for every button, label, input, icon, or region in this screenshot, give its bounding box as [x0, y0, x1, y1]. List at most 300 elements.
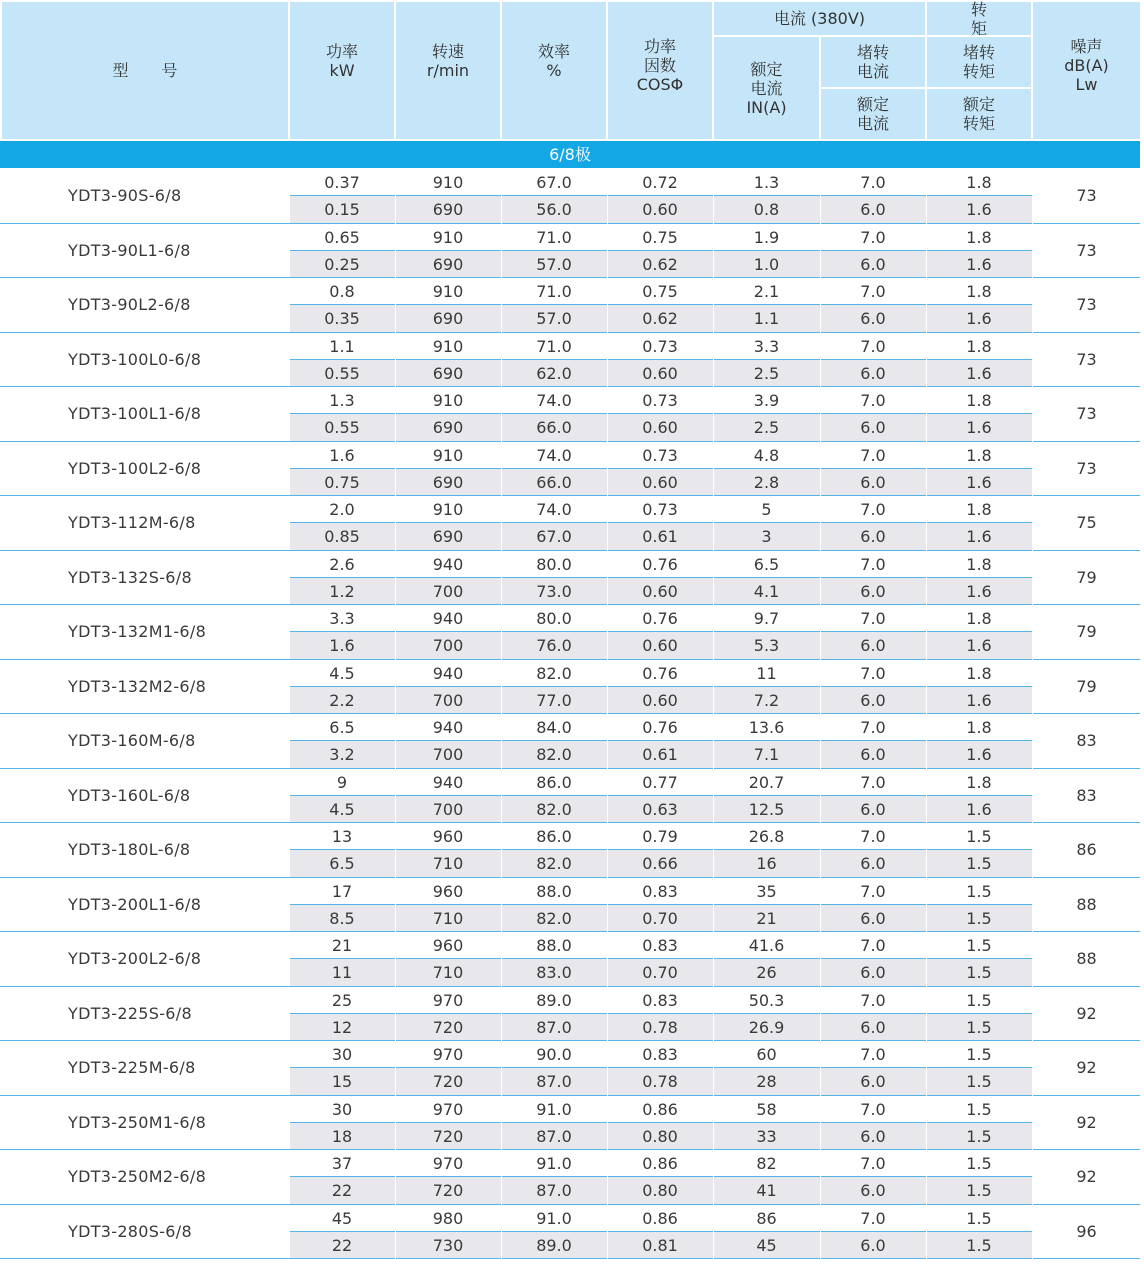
value-cell: 0.86 [642, 1208, 678, 1228]
value-cell: 1.8 [966, 500, 992, 519]
noise-cell: 73 [1076, 404, 1097, 423]
sub-row-divider [290, 1013, 1032, 1014]
value-cell: 1.5 [966, 1017, 992, 1037]
value-cell: 0.73 [642, 336, 678, 356]
value-cell: 6.0 [860, 200, 886, 220]
value-cell: 6.0 [860, 1235, 886, 1255]
value-cell: 71.0 [536, 282, 572, 301]
value-cell: 41.6 [748, 936, 785, 955]
value-cell: 88.0 [536, 936, 572, 955]
value-cell: 6.5 [753, 554, 780, 574]
value-cell: 1.6 [966, 527, 992, 547]
value-cell: 1.5 [966, 990, 992, 1010]
value-cell: 7.0 [860, 391, 886, 410]
value-cell: 7.0 [860, 1154, 886, 1173]
value-cell: 1.2 [329, 581, 355, 601]
header-efficiency [502, 2, 606, 139]
model-cell: YDT3-100L1-6/8 [68, 404, 202, 423]
value-cell: 7.0 [860, 173, 886, 192]
value-cell: 13 [331, 827, 353, 846]
value-cell: 21 [331, 936, 353, 955]
sub-row-divider [290, 413, 1032, 414]
sub-row-divider [290, 468, 1032, 469]
value-cell: 20.7 [748, 772, 785, 792]
header-noise-line3: Lw [1075, 75, 1098, 94]
value-cell: 28 [756, 1072, 777, 1092]
value-cell: 12 [331, 1017, 353, 1037]
value-cell: 970 [432, 990, 464, 1010]
header-locked-current-top-line1: 堵转 [856, 43, 889, 62]
noise-cell: 92 [1076, 1167, 1097, 1186]
value-cell: 940 [432, 609, 464, 628]
value-cell: 3.3 [329, 609, 355, 628]
value-cell: 11 [331, 963, 353, 983]
model-cell: YDT3-200L1-6/8 [68, 894, 202, 914]
value-cell: 87.0 [536, 1017, 572, 1037]
value-cell: 690 [432, 309, 464, 329]
value-cell: 1.6 [966, 418, 992, 438]
value-cell: 26 [756, 963, 777, 983]
value-cell: 1.5 [966, 827, 992, 846]
value-cell: 7.2 [753, 690, 780, 710]
value-cell: 1.5 [966, 1208, 992, 1228]
value-cell: 910 [432, 500, 464, 519]
value-cell: 690 [432, 200, 464, 220]
value-cell: 0.83 [642, 990, 678, 1010]
sub-row-divider [290, 304, 1032, 305]
value-cell: 82.0 [536, 854, 572, 874]
value-cell: 1.8 [966, 554, 992, 574]
noise-cell: 79 [1076, 567, 1097, 587]
header-power-label: 功率 [325, 41, 358, 61]
value-cell: 7.0 [860, 554, 886, 574]
value-cell: 25 [331, 990, 353, 1010]
value-cell: 970 [432, 1045, 464, 1064]
value-cell: 0.83 [642, 881, 678, 901]
value-cell: 1.6 [329, 445, 355, 465]
value-cell: 6.0 [860, 363, 886, 383]
value-cell: 0.75 [642, 227, 678, 247]
value-cell: 960 [432, 936, 464, 955]
value-cell: 0.79 [642, 827, 678, 846]
value-cell: 82.0 [536, 663, 572, 683]
value-cell: 7.1 [753, 745, 780, 765]
value-cell: 56.0 [536, 200, 572, 220]
value-cell: 17 [331, 881, 353, 901]
value-cell: 80.0 [536, 554, 572, 574]
value-cell: 1.3 [329, 391, 355, 410]
model-cell: YDT3-132M1-6/8 [68, 622, 207, 641]
header-speed-unit: r/min [426, 60, 470, 80]
model-cell: YDT3-225S-6/8 [68, 1003, 192, 1023]
row-divider [0, 1258, 1140, 1259]
value-cell: 7.0 [860, 827, 886, 846]
header-locked-torque-top-line2: 转矩 [962, 62, 995, 81]
value-cell: 0.85 [324, 527, 360, 547]
noise-cell: 86 [1076, 840, 1097, 859]
header-current-group-label: 电流 (380V) [773, 9, 866, 28]
noise-cell: 96 [1076, 1221, 1097, 1241]
header-locked-current-top-line2: 电流 [856, 62, 889, 81]
value-cell: 0.25 [324, 254, 360, 274]
value-cell: 1.5 [966, 963, 992, 983]
value-cell: 1.6 [966, 254, 992, 274]
value-cell: 1.6 [966, 581, 992, 601]
value-cell: 2.0 [329, 500, 355, 519]
value-cell: 22 [331, 1235, 353, 1255]
value-cell: 710 [432, 854, 464, 874]
sub-row-divider [290, 849, 1032, 850]
value-cell: 82.0 [536, 908, 572, 928]
value-cell: 1.8 [966, 173, 992, 192]
value-cell: 67.0 [536, 527, 572, 547]
value-cell: 940 [432, 718, 464, 737]
value-cell: 700 [432, 636, 464, 656]
value-cell: 21 [756, 908, 777, 928]
model-cell: YDT3-180L-6/8 [68, 840, 191, 859]
value-cell: 4.8 [753, 445, 780, 465]
value-cell: 30 [331, 1099, 353, 1119]
value-cell: 13.6 [748, 718, 785, 737]
value-cell: 7.0 [860, 1099, 886, 1119]
value-cell: 940 [432, 554, 464, 574]
value-cell: 7.0 [860, 936, 886, 955]
value-cell: 6.0 [860, 418, 886, 438]
sub-row-divider [290, 795, 1032, 796]
value-cell: 6.0 [860, 799, 886, 819]
value-cell: 6.0 [860, 1181, 886, 1201]
value-cell: 86.0 [536, 827, 572, 846]
value-cell: 89.0 [536, 1235, 572, 1255]
value-cell: 0.60 [642, 636, 678, 656]
value-cell: 1.8 [966, 445, 992, 465]
value-cell: 7.0 [860, 282, 886, 301]
value-cell: 0.76 [642, 663, 678, 683]
model-cell: YDT3-132M2-6/8 [68, 676, 207, 696]
value-cell: 58 [756, 1099, 777, 1119]
model-cell: YDT3-112M-6/8 [68, 513, 196, 532]
value-cell: 7.0 [860, 990, 886, 1010]
sub-row-divider [290, 195, 1032, 196]
value-cell: 0.60 [642, 581, 678, 601]
sub-row-divider [290, 686, 1032, 687]
value-cell: 37 [331, 1154, 353, 1173]
value-cell: 74.0 [536, 500, 572, 519]
value-cell: 6.0 [860, 472, 886, 492]
value-cell: 0.8 [329, 282, 355, 301]
header-pf-line1: 功率 [643, 37, 676, 56]
value-cell: 1.5 [966, 1235, 992, 1255]
value-cell: 33 [756, 1126, 777, 1146]
value-cell: 0.60 [642, 690, 678, 710]
value-cell: 970 [432, 1099, 464, 1119]
value-cell: 0.60 [642, 418, 678, 438]
value-cell: 700 [432, 745, 464, 765]
value-cell: 7.0 [860, 1045, 886, 1064]
value-cell: 3 [761, 527, 772, 547]
value-cell: 76.0 [536, 636, 572, 656]
value-cell: 0.35 [324, 309, 360, 329]
value-cell: 7.0 [860, 663, 886, 683]
value-cell: 1.0 [753, 254, 780, 274]
value-cell: 66.0 [536, 472, 572, 492]
value-cell: 720 [432, 1181, 464, 1201]
value-cell: 1.6 [329, 636, 355, 656]
value-cell: 1.5 [966, 1045, 992, 1064]
value-cell: 0.63 [642, 799, 678, 819]
value-cell: 86.0 [536, 772, 572, 792]
sub-row-divider [290, 250, 1032, 251]
value-cell: 0.76 [642, 609, 678, 628]
value-cell: 1.6 [966, 472, 992, 492]
header-pf-line3: COSΦ [636, 75, 684, 94]
noise-cell: 88 [1076, 949, 1097, 968]
value-cell: 1.6 [966, 690, 992, 710]
header-efficiency-unit: % [546, 60, 562, 80]
value-cell: 86 [756, 1208, 777, 1228]
header-locked-torque-bottom-line2: 转矩 [962, 114, 995, 133]
value-cell: 0.66 [642, 854, 678, 874]
value-cell: 1.9 [753, 227, 780, 247]
header-torque-group [927, 0, 1031, 38]
header-rated-current [714, 37, 819, 139]
value-cell: 6.5 [329, 854, 355, 874]
value-cell: 710 [432, 963, 464, 983]
value-cell: 22 [331, 1181, 353, 1201]
value-cell: 26.9 [748, 1017, 785, 1037]
noise-cell: 92 [1076, 1003, 1097, 1023]
value-cell: 15 [331, 1072, 353, 1092]
noise-cell: 92 [1076, 1058, 1097, 1077]
section-band [0, 141, 1140, 168]
value-cell: 0.61 [642, 745, 678, 765]
value-cell: 12.5 [748, 799, 785, 819]
sub-row-divider [290, 958, 1032, 959]
value-cell: 1.6 [966, 309, 992, 329]
header-power [290, 2, 394, 139]
value-cell: 6.0 [860, 581, 886, 601]
value-cell: 1.5 [966, 1181, 992, 1201]
value-cell: 45 [756, 1235, 777, 1255]
value-cell: 1.8 [966, 772, 992, 792]
value-cell: 2.8 [753, 472, 780, 492]
value-cell: 0.8 [753, 200, 780, 220]
value-cell: 1.8 [966, 227, 992, 247]
column-divider [395, 169, 396, 1259]
value-cell: 1.8 [966, 282, 992, 301]
value-cell: 6.0 [860, 1072, 886, 1092]
header-locked-current-bottom-line2: 电流 [856, 114, 889, 133]
value-cell: 1.5 [966, 881, 992, 901]
noise-cell: 92 [1076, 1112, 1097, 1132]
value-cell: 0.65 [324, 227, 360, 247]
value-cell: 7.0 [860, 718, 886, 737]
value-cell: 0.55 [324, 363, 360, 383]
value-cell: 89.0 [536, 990, 572, 1010]
header-speed [396, 2, 500, 139]
value-cell: 720 [432, 1017, 464, 1037]
value-cell: 0.62 [642, 254, 678, 274]
value-cell: 1.1 [753, 309, 780, 329]
value-cell: 91.0 [536, 1208, 572, 1228]
value-cell: 1.6 [966, 363, 992, 383]
value-cell: 2.5 [753, 363, 780, 383]
value-cell: 3.3 [753, 336, 780, 356]
header-current-group [714, 2, 925, 35]
value-cell: 720 [432, 1072, 464, 1092]
value-cell: 6.0 [860, 745, 886, 765]
value-cell: 41 [756, 1181, 777, 1201]
sub-row-divider [290, 1122, 1032, 1123]
value-cell: 7.0 [860, 336, 886, 356]
value-cell: 6.0 [860, 254, 886, 274]
value-cell: 6.0 [860, 854, 886, 874]
value-cell: 57.0 [536, 254, 572, 274]
value-cell: 1.5 [966, 854, 992, 874]
value-cell: 0.76 [642, 718, 678, 737]
value-cell: 6.0 [860, 309, 886, 329]
value-cell: 690 [432, 418, 464, 438]
value-cell: 1.6 [966, 200, 992, 220]
value-cell: 0.81 [642, 1235, 678, 1255]
model-cell: YDT3-100L0-6/8 [68, 349, 202, 369]
column-divider [926, 169, 927, 1259]
value-cell: 1.6 [966, 636, 992, 656]
model-cell: YDT3-90L2-6/8 [68, 295, 191, 314]
value-cell: 0.77 [642, 772, 678, 792]
value-cell: 1.8 [966, 609, 992, 628]
value-cell: 1.5 [966, 1072, 992, 1092]
value-cell: 82 [756, 1154, 777, 1173]
header-rated-current-line1: 额定 [750, 59, 783, 79]
value-cell: 71.0 [536, 227, 572, 247]
value-cell: 7.0 [860, 609, 886, 628]
header-torque-group-label: 转 矩 [970, 0, 1005, 38]
value-cell: 940 [432, 772, 464, 792]
value-cell: 940 [432, 663, 464, 683]
value-cell: 0.70 [642, 963, 678, 983]
column-divider [607, 169, 608, 1259]
sub-row-divider [290, 522, 1032, 523]
value-cell: 1.8 [966, 336, 992, 356]
value-cell: 1.5 [966, 1126, 992, 1146]
value-cell: 2.1 [753, 282, 780, 301]
value-cell: 30 [331, 1045, 353, 1064]
value-cell: 88.0 [536, 881, 572, 901]
value-cell: 0.15 [324, 200, 360, 220]
value-cell: 0.80 [642, 1181, 678, 1201]
value-cell: 1.3 [753, 173, 780, 192]
value-cell: 0.80 [642, 1126, 678, 1146]
value-cell: 0.62 [642, 309, 678, 329]
value-cell: 960 [432, 827, 464, 846]
value-cell: 1.1 [329, 336, 355, 356]
header-speed-label: 转速 [431, 41, 464, 61]
value-cell: 0.37 [324, 173, 360, 192]
header-locked-current-top [821, 37, 925, 87]
value-cell: 91.0 [536, 1099, 572, 1119]
column-divider [713, 169, 714, 1259]
noise-cell: 73 [1076, 240, 1097, 260]
model-cell: YDT3-250M2-6/8 [68, 1167, 207, 1186]
value-cell: 74.0 [536, 391, 572, 410]
value-cell: 0.83 [642, 1045, 678, 1064]
value-cell: 6.0 [860, 908, 886, 928]
value-cell: 35 [756, 881, 777, 901]
header-locked-current-bottom [821, 89, 925, 139]
value-cell: 0.55 [324, 418, 360, 438]
value-cell: 910 [432, 227, 464, 247]
value-cell: 6.5 [329, 718, 355, 737]
header-power-unit: kW [329, 60, 355, 80]
value-cell: 87.0 [536, 1126, 572, 1146]
header-locked-torque-top [927, 37, 1031, 87]
value-cell: 690 [432, 363, 464, 383]
value-cell: 11 [756, 663, 777, 683]
header-locked-torque-bottom [927, 89, 1031, 139]
value-cell: 91.0 [536, 1154, 572, 1173]
model-cell: YDT3-160M-6/8 [68, 731, 196, 750]
value-cell: 66.0 [536, 418, 572, 438]
header-locked-torque-bottom-line1: 额定 [962, 95, 995, 114]
value-cell: 0.60 [642, 472, 678, 492]
noise-cell: 79 [1076, 676, 1097, 696]
value-cell: 0.73 [642, 500, 678, 519]
value-cell: 960 [432, 881, 464, 901]
value-cell: 73.0 [536, 581, 572, 601]
value-cell: 0.75 [642, 282, 678, 301]
noise-cell: 83 [1076, 785, 1097, 805]
value-cell: 4.5 [329, 799, 355, 819]
value-cell: 45 [331, 1208, 353, 1228]
value-cell: 74.0 [536, 445, 572, 465]
value-cell: 1.8 [966, 391, 992, 410]
sub-row-divider [290, 1067, 1032, 1068]
value-cell: 0.75 [324, 472, 360, 492]
value-cell: 16 [756, 854, 777, 874]
value-cell: 0.61 [642, 527, 678, 547]
header-noise [1033, 2, 1140, 139]
value-cell: 0.86 [642, 1154, 678, 1173]
value-cell: 0.76 [642, 554, 678, 574]
value-cell: 0.78 [642, 1017, 678, 1037]
value-cell: 7.0 [860, 772, 886, 792]
value-cell: 84.0 [536, 718, 572, 737]
value-cell: 82.0 [536, 799, 572, 819]
value-cell: 77.0 [536, 690, 572, 710]
value-cell: 6.0 [860, 1017, 886, 1037]
model-cell: YDT3-280S-6/8 [68, 1221, 192, 1241]
column-divider [820, 169, 821, 1259]
sub-row-divider [290, 631, 1032, 632]
value-cell: 4.5 [329, 663, 355, 683]
value-cell: 3.2 [329, 745, 355, 765]
value-cell: 700 [432, 799, 464, 819]
value-cell: 0.72 [642, 173, 678, 192]
value-cell: 5.3 [753, 636, 780, 656]
value-cell: 7.0 [860, 881, 886, 901]
value-cell: 6.0 [860, 963, 886, 983]
header-rated-current-line3: IN(A) [746, 97, 787, 117]
value-cell: 0.73 [642, 391, 678, 410]
noise-cell: 83 [1076, 731, 1097, 750]
value-cell: 9 [336, 772, 348, 792]
value-cell: 6.0 [860, 527, 886, 547]
model-cell: YDT3-225M-6/8 [68, 1058, 196, 1077]
column-divider [501, 169, 502, 1259]
value-cell: 910 [432, 445, 464, 465]
value-cell: 730 [432, 1235, 464, 1255]
